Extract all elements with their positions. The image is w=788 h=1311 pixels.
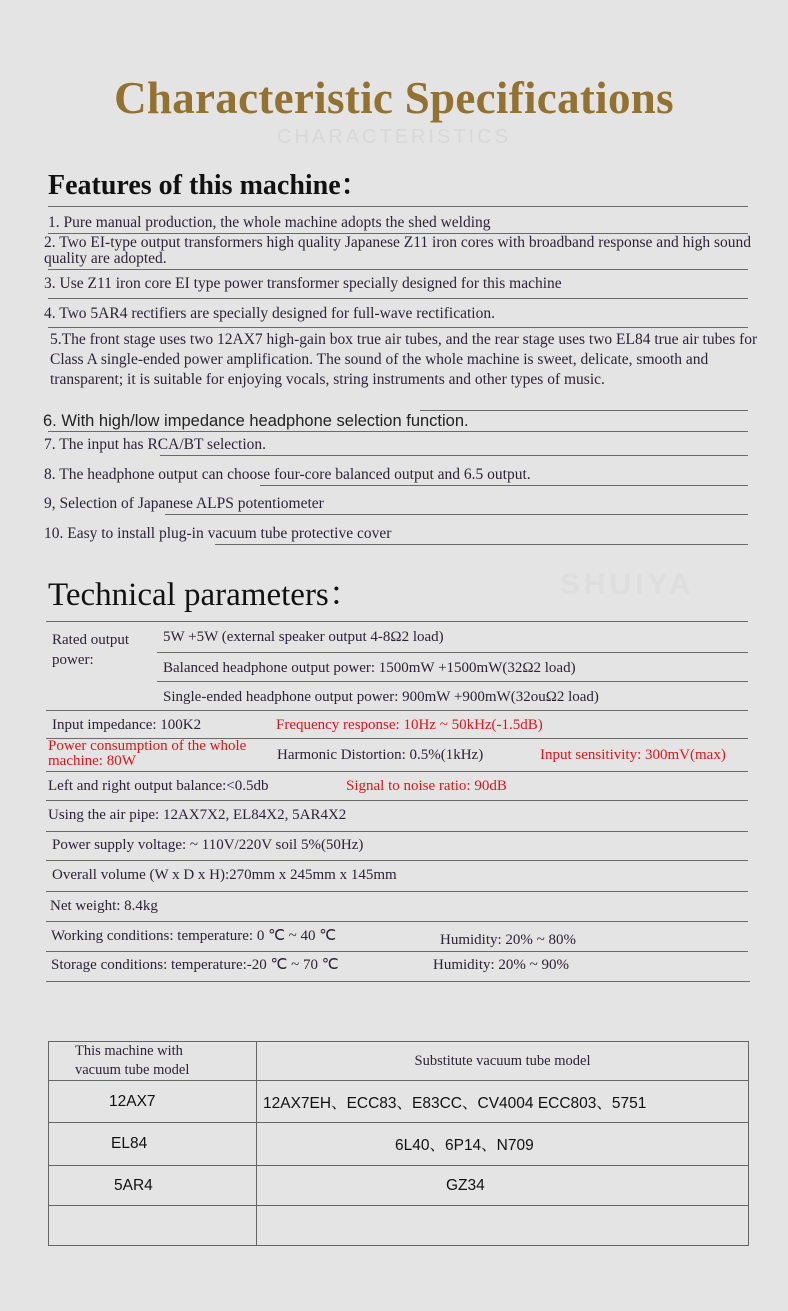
feature-item-9: 9, Selection of Japanese ALPS potentiometer [44, 495, 324, 512]
divider [157, 652, 748, 653]
feature-item-3: 3. Use Z11 iron core EI type power transformer specially designed for this machine [44, 275, 562, 292]
substitute-cell [257, 1206, 749, 1246]
frequency-response: Frequency response: 10Hz ~ 50kHz(-1.5dB) [276, 717, 543, 733]
tube-model-cell: 12AX7 [49, 1081, 257, 1123]
feature-item-7: 7. The input has RCA/BT selection. [44, 436, 267, 453]
divider [260, 485, 748, 486]
divider [48, 431, 748, 432]
working-humidity: Humidity: 20% ~ 80% [440, 932, 577, 948]
feature-item-10: 10. Easy to install plug-in vacuum tube protective cover [44, 525, 392, 542]
substitute-cell: 12AX7EH、ECC83、E83CC、CV4004 ECC803、5751 [257, 1081, 749, 1123]
divider [48, 327, 748, 328]
rated-output-balanced: Balanced headphone output power: 1500mW +1500mW(32Ω2 load) [163, 660, 576, 676]
feature-item-6: 6. With high/low impedance headphone selection function. [43, 412, 469, 430]
divider [48, 269, 748, 270]
divider [46, 771, 748, 772]
input-impedance: Input impedance: 100K2 [52, 717, 202, 733]
table-header-row [49, 1042, 749, 1081]
divider [420, 410, 748, 411]
table-header-cell: This machine with vacuum tube model [49, 1042, 257, 1081]
substitute-cell: 6L40、6P14、N709 [257, 1123, 749, 1166]
power-consumption: Power consumption of the whole machine: 80W [48, 738, 247, 769]
technical-heading: Technical parameters： [48, 577, 362, 613]
brand-watermark: SHUIYA [560, 568, 695, 601]
divider [46, 831, 748, 832]
divider [48, 206, 748, 207]
divider [46, 710, 748, 711]
divider [160, 455, 748, 456]
divider [165, 514, 748, 515]
tube-model-cell: EL84 [49, 1123, 257, 1166]
tube-model-cell [49, 1206, 257, 1246]
table-row [49, 1123, 749, 1166]
feature-item-8: 8. The headphone output can choose four-core balanced output and 6.5 output. [44, 466, 531, 483]
feature-item-1: 1. Pure manual production, the whole machine adopts the shed welding [48, 214, 491, 231]
divider [46, 981, 750, 982]
divider [48, 298, 748, 299]
power-supply: Power supply voltage: ~ 110V/220V soil 5%(50Hz) [52, 837, 364, 853]
divider [46, 891, 748, 892]
table-row [49, 1206, 749, 1246]
divider [46, 860, 748, 861]
table-row [49, 1166, 749, 1206]
rated-output-speaker: 5W +5W (external speaker output 4-8Ω2 load) [163, 629, 444, 645]
divider [46, 951, 748, 952]
divider [46, 621, 748, 622]
storage-temperature: Storage conditions: temperature:-20 ℃ ~ 70 ℃ [51, 957, 339, 973]
substitute-cell: GZ34 [257, 1166, 749, 1206]
feature-item-2: 2. Two EI-type output transformers high quality Japanese Z11 iron cores with broadband response and high sound quality are adopted. [44, 234, 752, 267]
overall-volume: Overall volume (W x D x H):270mm x 245mm x 145mm [52, 867, 397, 883]
working-temperature: Working conditions: temperature: 0 ℃ ~ 40 ℃ [51, 928, 337, 944]
table-row [49, 1081, 749, 1123]
harmonic-distortion: Harmonic Distortion: 0.5%(1kHz) [277, 747, 484, 763]
net-weight: Net weight: 8.4kg [50, 898, 158, 914]
divider [46, 921, 748, 922]
tube-model-cell: 5AR4 [49, 1166, 257, 1206]
output-balance: Left and right output balance:<0.5db [48, 778, 269, 794]
divider [46, 800, 748, 801]
feature-item-5: 5.The front stage uses two 12AX7 high-gain box true air tubes, and the rear stage uses two EL84 true air tubes for Class A single-ended power amplification. The sound of the whole machine is sweet, delicate, smooth and transparent; it is suitable for enjoying vocals, string instruments and other types of music. [50, 331, 758, 388]
table-header-cell: Substitute vacuum tube model [257, 1042, 749, 1081]
rated-output-single-ended: Single-ended headphone output power: 900mW +900mW(32ouΩ2 load) [163, 689, 599, 705]
input-sensitivity: Input sensitivity: 300mV(max) [540, 747, 726, 763]
storage-humidity: Humidity: 20% ~ 90% [433, 957, 570, 973]
rated-output-label: Rated output power: [52, 632, 130, 668]
divider [215, 544, 748, 545]
page-title: Characteristic Specifications [114, 73, 674, 123]
features-heading: Features of this machine： [48, 170, 369, 201]
feature-item-4: 4. Two 5AR4 rectifiers are specially designed for full-wave rectification. [44, 305, 495, 322]
tube-substitute-table [48, 1041, 749, 1246]
divider [157, 681, 748, 682]
title-watermark: CHARACTERISTICS [277, 126, 511, 148]
air-pipe: Using the air pipe: 12AX7X2, EL84X2, 5AR4X2 [48, 807, 347, 823]
signal-to-noise: Signal to noise ratio: 90dB [346, 778, 507, 794]
